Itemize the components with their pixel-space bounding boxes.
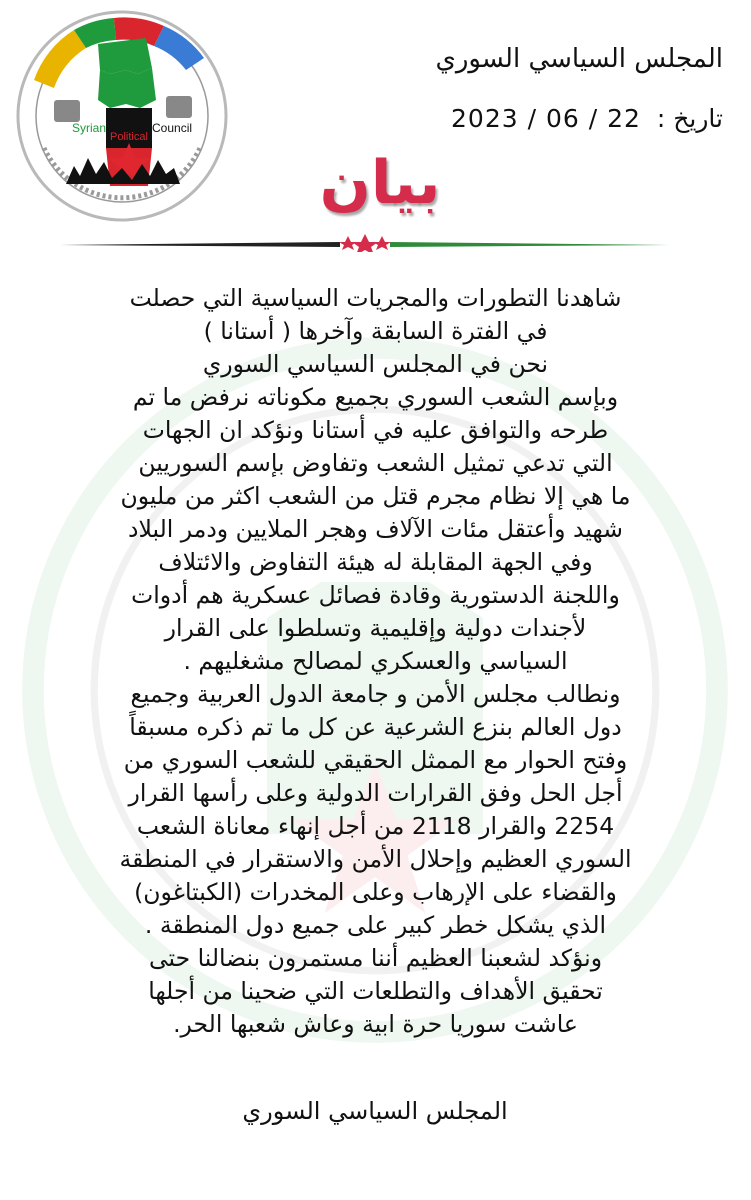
body-line: واللجنة الدستورية وقادة فصائل عسكرية هم أدوات (131, 581, 620, 609)
statement-body (22, 282, 729, 1041)
body-line: ونؤكد لشعبنا العظيم أننا مستمرون بنضالنا حتى (148, 944, 603, 972)
body-line: نحن في المجلس السياسي السوري (202, 350, 549, 378)
signature: المجلس السياسي السوري (242, 1097, 508, 1125)
body-line: التي تدعي تمثيل الشعب وتفاوض بإسم السوريين (138, 449, 613, 477)
body-line: أجل الحل وفق القرارات الدولية وعلى رأسها القرار (128, 779, 623, 807)
body-line: السياسي والعسكري لمصالح مشغليهم . (183, 647, 568, 675)
body-line: طرحه والتوافق عليه في أستانا ونؤكد ان الجهات (142, 416, 609, 444)
three-stars-divider-icon (60, 228, 670, 252)
body-line: في الفترة السابقة وآخرها ( أستانا ) (203, 317, 548, 345)
body-line: وفتح الحوار مع الممثل الحقيقي للشعب السوري من (123, 746, 628, 774)
body-line: عاشت سوريا حرة ابية وعاش شعبها الحر. (173, 1010, 578, 1038)
date-label: تاريخ : (656, 104, 723, 133)
body-line: ما هي إلا نظام مجرم قتل من الشعب اكثر من مليون (120, 482, 631, 510)
logo-word-syrian: Syrian (72, 121, 107, 135)
body-line: السوري العظيم وإحلال الأمن والاستقرار في المنطقة (119, 845, 632, 873)
header-org-name: المجلس السياسي السوري (435, 44, 723, 74)
body-line: والقضاء على الإرهاب وعلى المخدرات (الكبتاغون) (134, 878, 617, 906)
body-line: ونطالب مجلس الأمن و جامعة الدول العربية وجميع (130, 680, 621, 708)
body-line: 2254 والقرار 2118 من أجل إنهاء معاناة الشعب (136, 812, 615, 840)
body-line: تحقيق الأهداف والتطلعات التي ضحينا من أجلها (148, 977, 603, 1005)
body-line: شهيد وأعتقل مئات الآلاف وهجر الملايين ودمر البلاد (128, 515, 623, 543)
body-line: شاهدنا التطورات والمجريات السياسية التي حصلت (129, 284, 622, 312)
council-logo (14, 8, 230, 224)
body-line: وفي الجهة المقابلة له هيئة التفاوض والائتلاف (158, 548, 593, 576)
logo-word-council: Council (152, 121, 193, 135)
logo-word-political: Political (110, 131, 148, 143)
date-value: 2023 / 06 / 22 (451, 104, 641, 133)
header-date (323, 104, 723, 133)
body-line: لأجندات دولية وإقليمية وتسلطوا على القرار (164, 614, 587, 642)
statement-title: بيان (319, 148, 441, 218)
body-line: الذي يشكل خطر كبير على جميع دول المنطقة . (144, 911, 607, 939)
body-line: وبإسم الشعب السوري بجميع مكوناته نرفض ما تم (132, 383, 619, 411)
body-line: دول العالم بنزع الشرعية عن كل ما تم ذكره مسبقاً (129, 713, 622, 741)
